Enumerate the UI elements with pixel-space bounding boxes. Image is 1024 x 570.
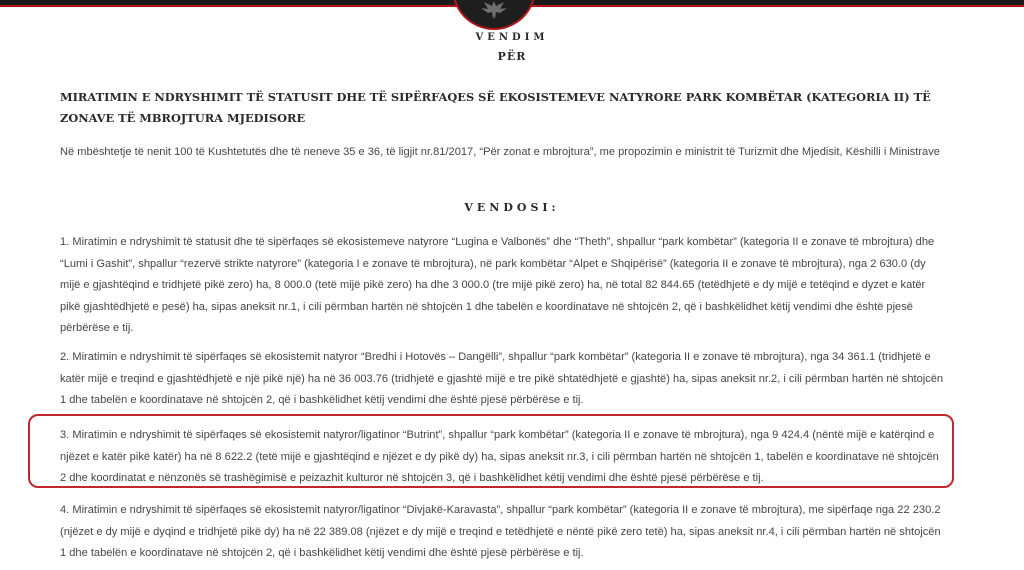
intro-paragraph: Në mbështetje të nenit 100 të Kushtetutës dhe të neneve 35 e 36, të ligjit nr.81/2017, “Për zonat e mbrojtura”, me propozimin e ministrit të Turizmit dhe Mjedisit, Këshilli i Ministrave xyxy=(60,146,940,158)
vendosi-heading: VENDOSI: xyxy=(464,201,560,214)
eagle-icon xyxy=(480,0,508,21)
emblem-logo[interactable] xyxy=(452,0,536,30)
article-paragraph-1: 1. Miratimin e ndryshimit të statusit dhe të sipërfaqes së ekosistemeve natyrore “Lugina e Valbonës” dhe “Theth”, shpallur “park kombëtar” (kategoria II e zonave të mbrojtura) dhe “Lumi i Gashit”, shpallur “rezervë strikte natyrore” (kategoria I e zonave të mbrojtura), në park kombëtar “Alpet e Shqipërisë” (kategoria II e zonave të mbrojtura), nga 2 630.0 (dy mijë e gjashtëqind e tridhjetë pikë zero) ha, 8 000.0 (tetë mijë pikë zero) ha dhe 3 000.0 (tre mijë pikë zero) ha, në total 82 844.65 (tetëdhjetë e dy mijë e tetëqind e dyzet e katër pikë gjashtëdhjetë e pesë) ha, sipas aneksit nr.1, i cili përmban hartën në shtojcën 1 dhe tabelën e koordinatave në shtojcën 2, që i bashkëlidhet këtij vendimi dhe është pjesë përbërëse e tij. xyxy=(60,236,935,334)
decision-title: MIRATIMIN E NDRYSHIMIT TË STATUSIT DHE TË SIPËRFAQES SË EKOSISTEMEVE NATYRORE PARK KOMBËTAR (KATEGORIA II) TË ZONAVE TË MBROJTURA MJEDISORE xyxy=(60,90,931,125)
document-type-heading: VENDIM xyxy=(475,32,549,43)
article-paragraph-2: 2. Miratimin e ndryshimit të sipërfaqes së ekosistemit natyror “Bredhi i Hotovës – Dangëlli”, shpallur “park kombëtar” (kategoria II e zonave të mbrojtura), nga 34 361.1 (tridhjetë e katër mijë e treqind e gjashtëdhjetë e një pikë një) ha në 36 003.76 (tridhjetë e gjashtë mijë e tre pikë shtatëdhjetë e gjashtë) ha, sipas aneksit nr.2, i cili përmban hartën në shtojcën 1 dhe tabelën e koordinatave në shtojcën 2, që i bashkëlidhet këtij vendimi dhe është pjesë përbërëse e tij. xyxy=(60,351,944,406)
per-heading: PËR xyxy=(497,50,527,63)
highlight-annotation-box xyxy=(28,414,954,488)
article-paragraph-3: 3. Miratimin e ndryshimit të sipërfaqes së ekosistemit natyror/ligatinor “Butrint”, shpallur “park kombëtar” (kategoria II e zonave të mbrojtura), nga 9 424.4 (nëntë mijë e katërqind e njëzet e katër pikë katër) ha në 8 622.2 (tetë mijë e gjashtëqind e njëzet e dy pikë dy) ha, sipas aneksit nr.3, i cili përmban hartën në shtojcën 1, tabelën e koordinatave në shtojcën 2 dhe koordinatat e nënzonës së trashëgimisë e peizazhit kulturor në shtojcën 3, që i bashkëlidhet këtij vendimi dhe është pjesë përbërëse e tij. xyxy=(60,429,939,484)
article-paragraph-4: 4. Miratimin e ndryshimit të sipërfaqes së ekosistemit natyror/ligatinor “Divjakë-Karavasta”, shpallur “park kombëtar” (kategoria II e zonave të mbrojtura), me sipërfaqe nga 22 230.2 (njëzet e dy mijë e dyqind e tridhjetë pikë dy) ha në 22 389.08 (njëzet e dy mijë e treqind e tetëdhjetë e nëntë pikë zero tetë) ha, sipas aneksit nr.4, i cili përmban hartën në shtojcën 1 dhe tabelën e koordinatave në shtojcën 2, që i bashkëlidhet këtij vendimi dhe është pjesë përbërëse e tij. xyxy=(60,504,941,559)
